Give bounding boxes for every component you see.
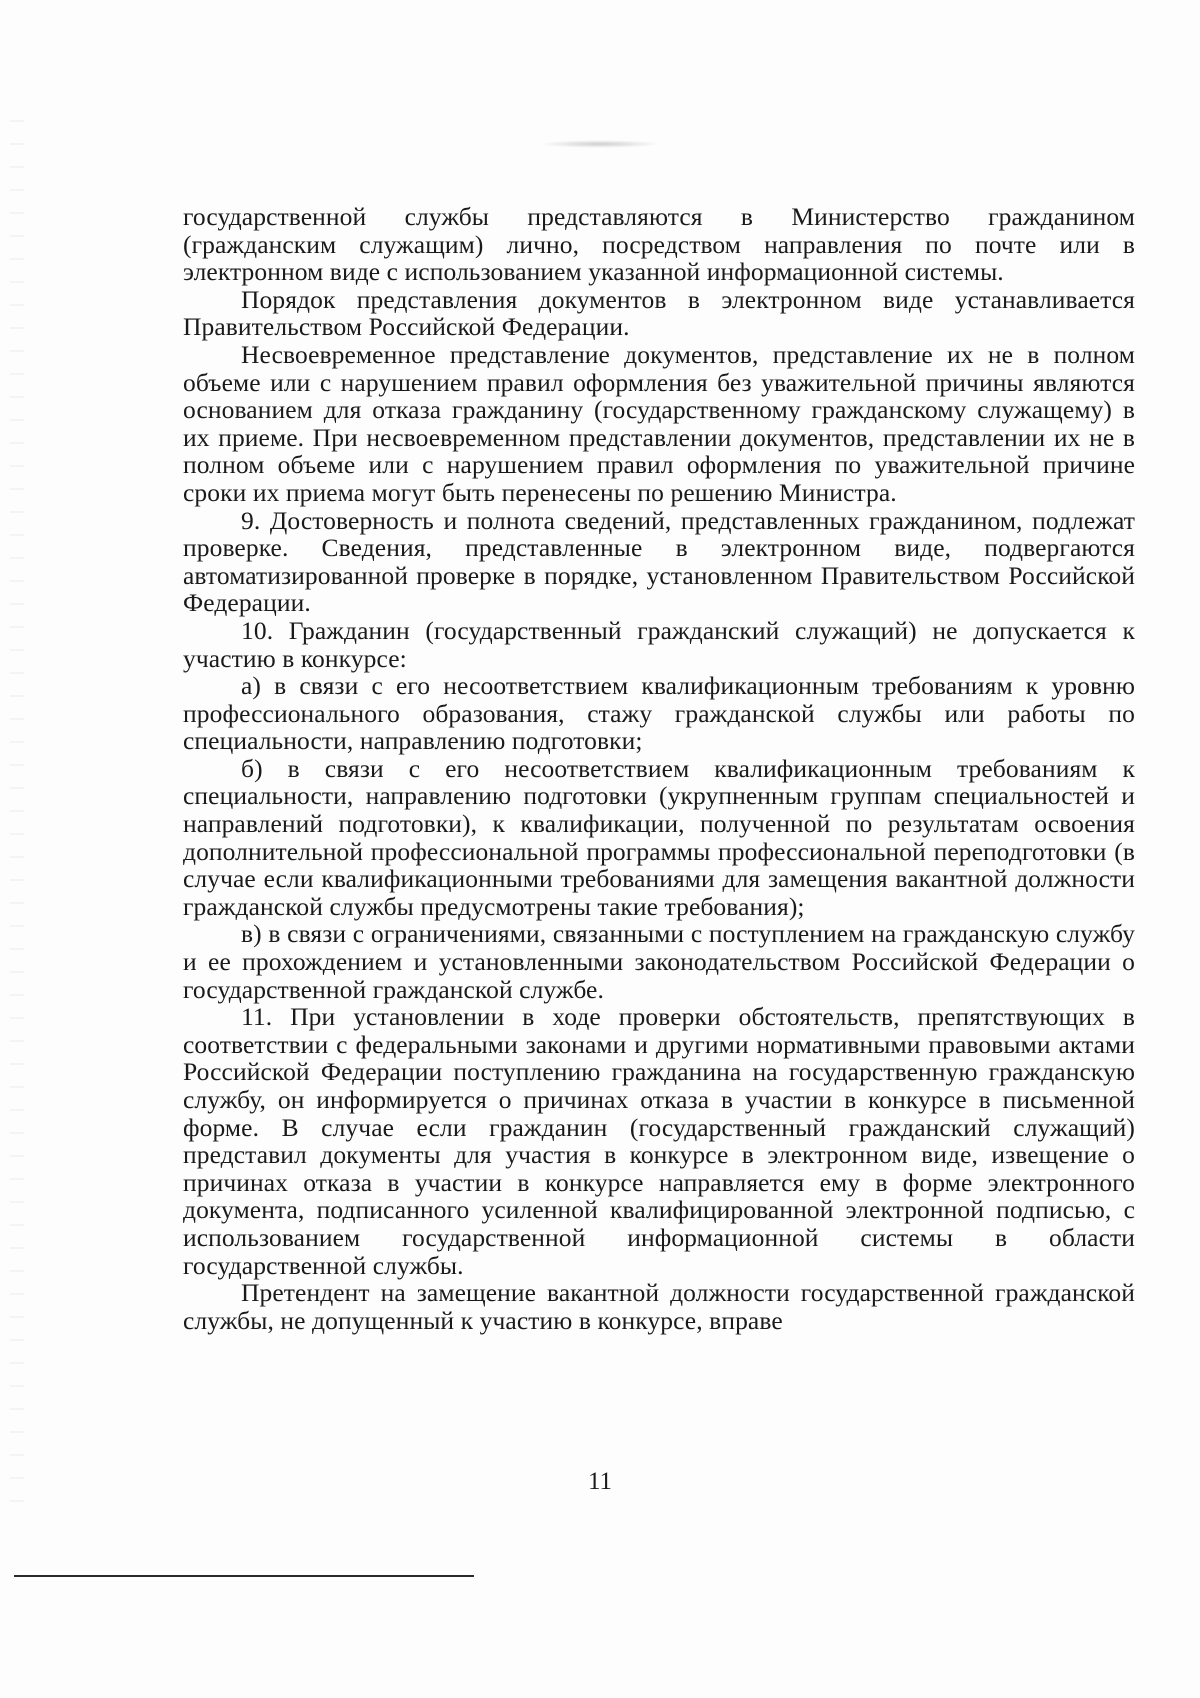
scan-edge-artifact: [10, 120, 24, 1520]
paragraph-item-10: 10. Гражданин (государственный гражданский служащий) не допускается к участию в конкурсе:: [183, 615, 1135, 673]
paragraph-item-10-b: б) в связи с его несоответствием квалификационным требованиям к специальности, направлению подготовки (укрупненным группам специальностей и направлений подготовки), к квалификации, полученной по результатам освоения дополнительной профессиональной программы профессиональной переподготовки (в случае если квалификационными требованиями для замещения вакантной должности гражданской службы предусмотрены такие требования);: [183, 753, 1135, 921]
paragraph-item-11: 11. При установлении в ходе проверки обстоятельств, препятствующих в соответствии с федеральными законами и другими нормативными правовыми актами Российской Федерации поступлению гражданина на государственную гражданскую службу, он информируется о причинах отказа в участии в конкурсе в письменной форме. В случае если гражданин (государственный гражданский служащий) представил документы для участия в конкурсе в электронном виде, извещение о причинах отказа в участии в конкурсе направляется ему в форме электронного документа, подписанного усиленной квалифицированной электронной подписью, с использованием государственной информационной системы в области государственной службы.: [183, 1002, 1135, 1280]
paragraph-item-10-a: а) в связи с его несоответствием квалификационным требованиям к уровню профессионального образования, стажу гражданской службы или работы по специальности, направлению подготовки;: [183, 671, 1135, 756]
paragraph-applicant-right: Претендент на замещение вакантной должности государственной гражданской службы, не допущенный к участию в конкурсе, вправе: [183, 1278, 1135, 1335]
footnote-separator: [14, 1575, 474, 1577]
paragraph-item-10-c: в) в связи с ограничениями, связанными с поступлением на гражданскую службу и ее прохождением и установленными законодательством Российской Федерации о государственной гражданской службе.: [183, 919, 1135, 1004]
scan-smudge: [540, 140, 660, 148]
body-text: [183, 203, 1135, 1334]
paragraph-continuation: государственной службы представляются в Министерство гражданином (гражданским служащим) лично, посредством направления по почте или в электронном виде с использованием указанной информационной системы.: [183, 202, 1135, 287]
paragraph-electronic-procedure: Порядок представления документов в электронном виде устанавливается Правительством Российской Федерации.: [183, 284, 1135, 342]
paragraph-item-9: 9. Достоверность и полнота сведений, представленных гражданином, подлежат проверке. Сведения, представленные в электронном виде, подвергаются автоматизированной проверке в порядке, установленном Правительством Российской Федерации.: [183, 505, 1135, 618]
paragraph-late-submission: Несвоевременное представление документов, представление их не в полном объеме или с нарушением правил оформления без уважительной причины являются основанием для отказа гражданину (государственному гражданскому служащему) в их приеме. При несвоевременном представлении документов, представлении их не в полном объеме или с нарушением правил оформления по уважительной причине сроки их приема могут быть перенесены по решению Министра.: [183, 339, 1135, 507]
page-number: 11: [587, 1468, 613, 1495]
